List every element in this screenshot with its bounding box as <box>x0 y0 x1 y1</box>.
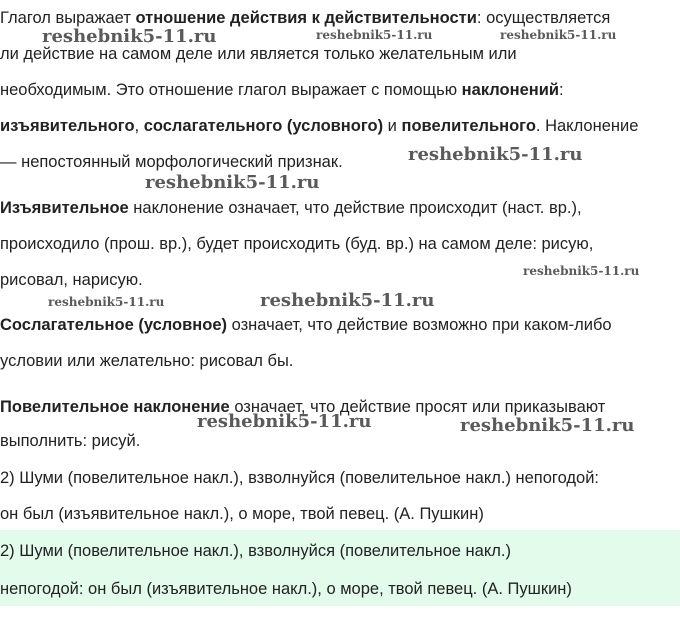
watermark: reshebnik5-11.ru <box>523 264 640 278</box>
paragraph-3-line-1 <box>0 313 680 337</box>
text-span: рисовал, нарисую. <box>0 271 143 289</box>
text-span: — непостоянный морфологический признак. <box>0 153 343 171</box>
bold-term: сослагательного (условного) <box>143 117 384 135</box>
text-span: означает, что действие просят или приказывают <box>229 398 606 416</box>
text-span: ли действие на самом деле или является только желательным или <box>0 45 517 63</box>
text-span: 2) Шуми (повелительное накл.), взволнуйся (повелительное накл.) <box>0 542 511 560</box>
text-span: : осуществляется <box>476 9 611 27</box>
watermark: reshebnik5-11.ru <box>260 290 435 311</box>
watermark: reshebnik5-11.ru <box>500 28 617 42</box>
bold-term: Изъявительное <box>0 199 129 217</box>
watermark: reshebnik5-11.ru <box>197 411 372 432</box>
paragraph-6-line-1 <box>0 539 680 563</box>
text-span: условии или желательно: рисовал бы. <box>0 352 294 370</box>
paragraph-1-line-3 <box>0 78 680 102</box>
paragraph-6-line-2 <box>0 577 680 601</box>
text-span: , <box>134 117 144 135</box>
text-span: означает, что действие возможно при каком-либо <box>227 316 612 334</box>
text-span: необходимым. Это отношение глагол выражает с помощью <box>0 81 462 99</box>
bold-term: Сослагательное (условное) <box>0 316 227 334</box>
text-span: 2) Шуми (повелительное накл.), взволнуйся (повелительное накл.) непогодой: <box>0 469 599 487</box>
text-span: . Наклонение <box>535 117 639 135</box>
bold-term: отношение действия к действительности <box>135 9 477 27</box>
paragraph-1-line-4 <box>0 114 680 138</box>
bold-term: изъявительного <box>0 117 135 135</box>
watermark: reshebnik5-11.ru <box>316 28 433 42</box>
bold-term: Повелительное наклонение <box>0 398 230 416</box>
text-span: происходило (прош. вр.), будет происходить (буд. вр.) на самом деле: рисую, <box>0 235 594 253</box>
text-span: : <box>559 81 564 99</box>
text-span: выполнить: рисуй. <box>0 432 141 450</box>
watermark: reshebnik5-11.ru <box>460 415 635 436</box>
paragraph-5-line-2 <box>0 502 680 526</box>
text-span: и <box>383 117 402 135</box>
bold-term: повелительного <box>401 117 536 135</box>
bold-term: наклонений <box>461 81 560 99</box>
text-span: непогодой: он был (изъявительное накл.), о море, твой певец. (А. Пушкин) <box>0 580 572 598</box>
watermark: reshebnik5-11.ru <box>145 172 320 193</box>
watermark: reshebnik5-11.ru <box>408 144 583 165</box>
paragraph-3-line-2 <box>0 349 680 373</box>
text-span: Глагол выражает <box>0 9 136 27</box>
text-span: наклонение означает, что действие происходит (наст. вр.), <box>128 199 582 217</box>
watermark: reshebnik5-11.ru <box>48 295 165 309</box>
paragraph-2-line-1 <box>0 196 680 220</box>
watermark: reshebnik5-11.ru <box>42 26 217 47</box>
text-span: он был (изъявительное накл.), о море, твой певец. (А. Пушкин) <box>0 505 484 523</box>
paragraph-5-line-1 <box>0 466 680 490</box>
paragraph-2-line-2 <box>0 232 680 256</box>
